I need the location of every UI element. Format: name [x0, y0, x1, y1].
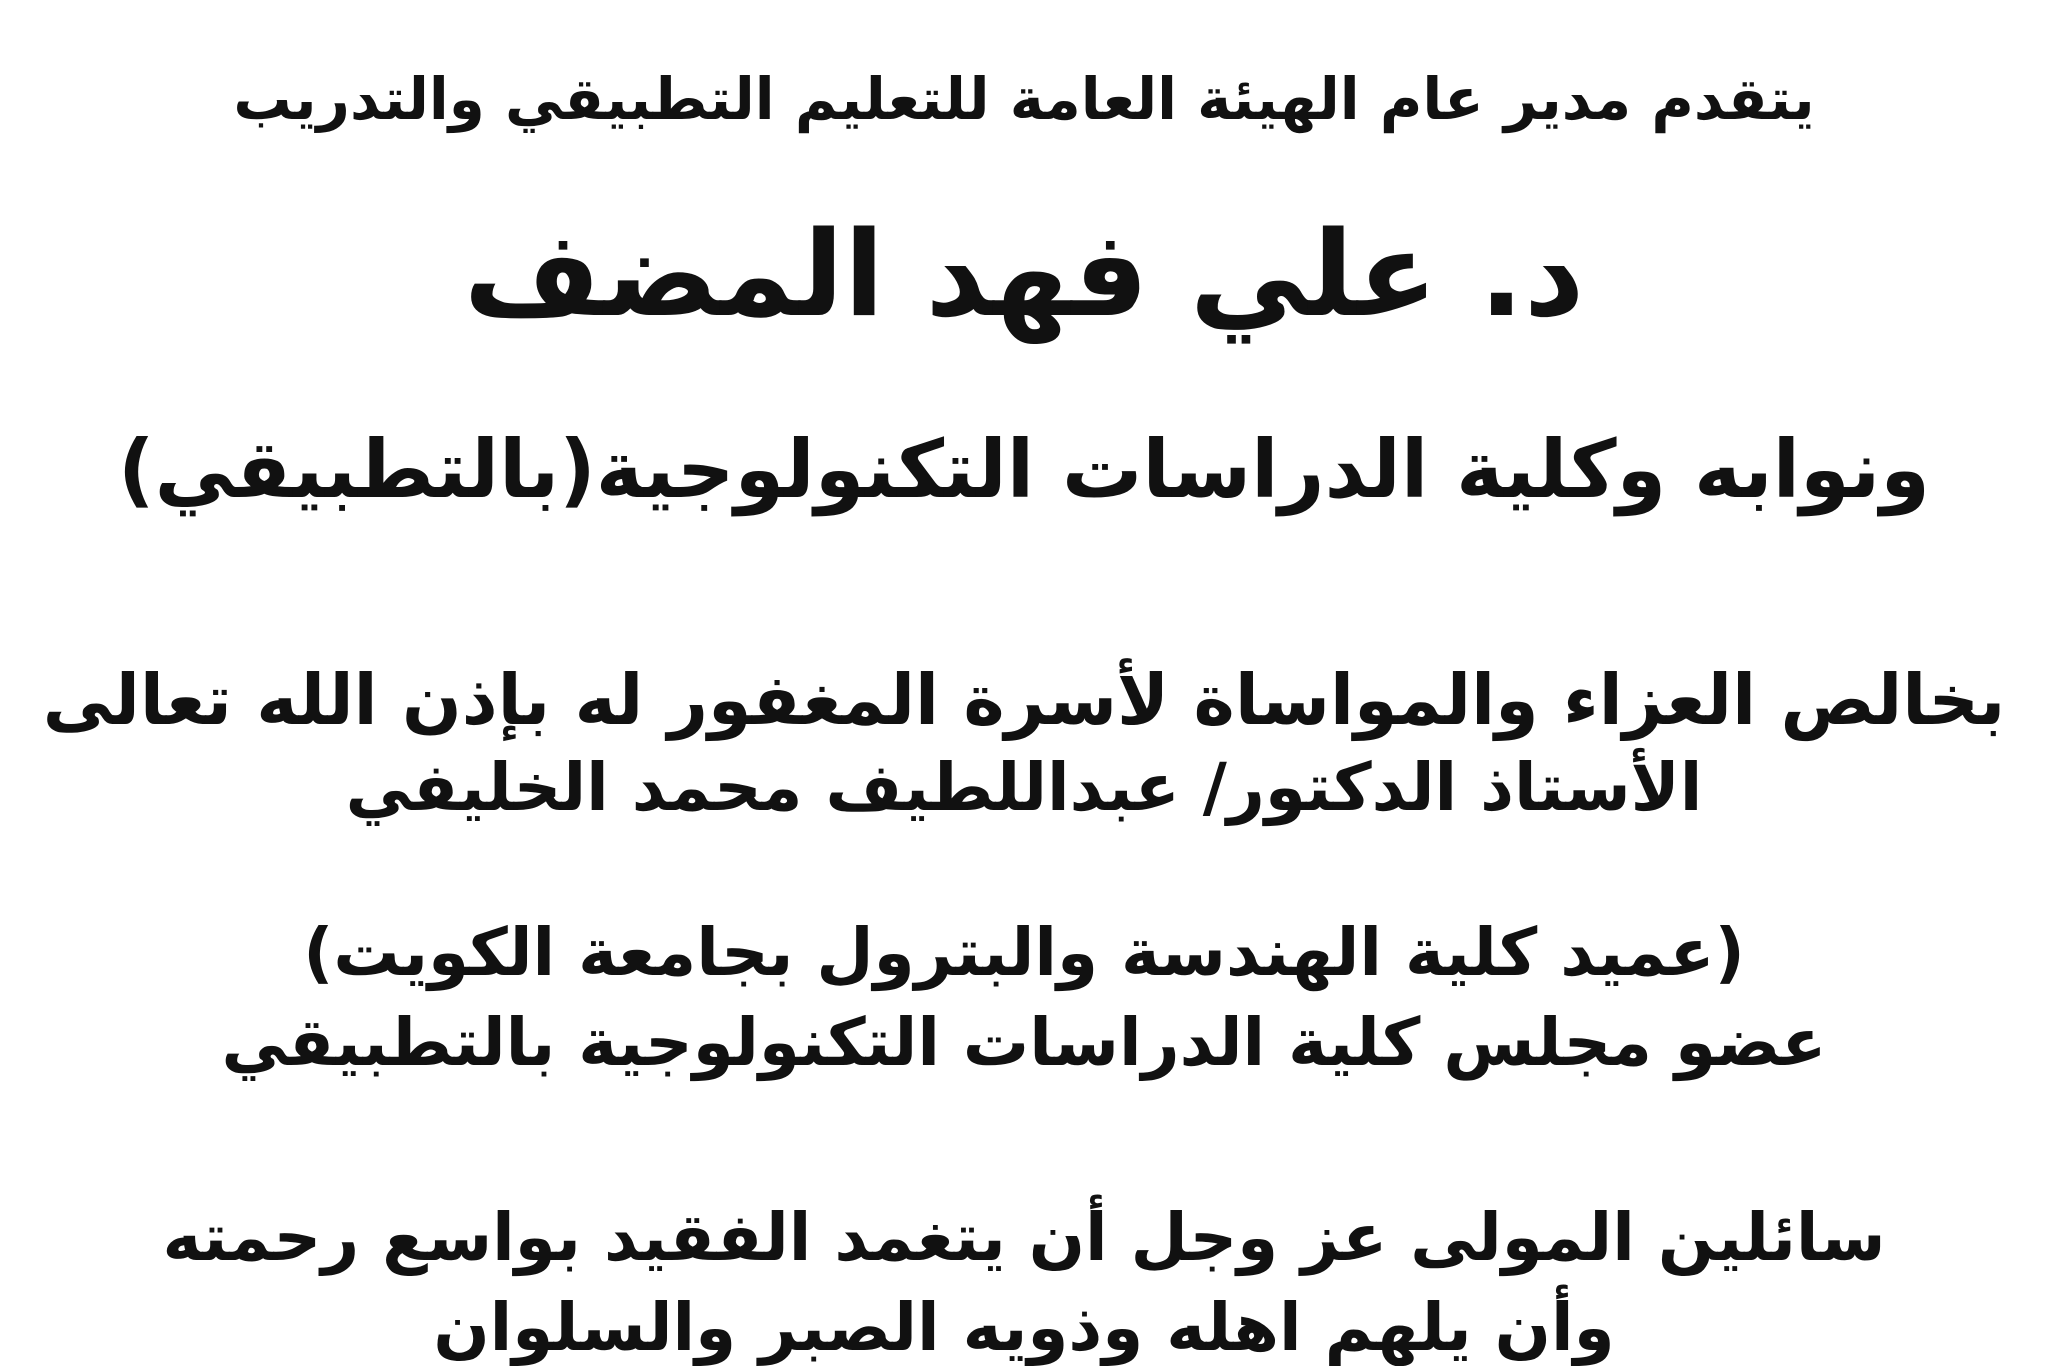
deceased-name: الأستاذ الدكتور/ عبداللطيف محمد الخليفي	[345, 749, 1703, 826]
deceased-title-2: عضو مجلس كلية الدراسات التكنولوجية بالتطبيقي	[221, 1004, 1827, 1081]
prayer-line-1: سائلين المولى عز وجل أن يتغمد الفقيد بواسع رحمته	[162, 1199, 1886, 1276]
sender-name: د. علي فهد المضف	[463, 205, 1585, 343]
header-line: يتقدم مدير عام الهيئة العامة للتعليم التطبيقي والتدريب	[233, 65, 1815, 133]
deceased-title-1: (عميد كلية الهندسة والبترول بجامعة الكويت)	[303, 914, 1745, 991]
condolence-line-1: بخالص العزاء والمواساة لأسرة المغفور له بإذن الله تعالى	[42, 659, 2006, 741]
sender-deputies: ونوابه وكلية الدراسات التكنولوجية(بالتطبيقي)	[118, 423, 1930, 516]
prayer-line-2: وأن يلهم اهله وذويه الصبر والسلوان	[433, 1289, 1615, 1366]
